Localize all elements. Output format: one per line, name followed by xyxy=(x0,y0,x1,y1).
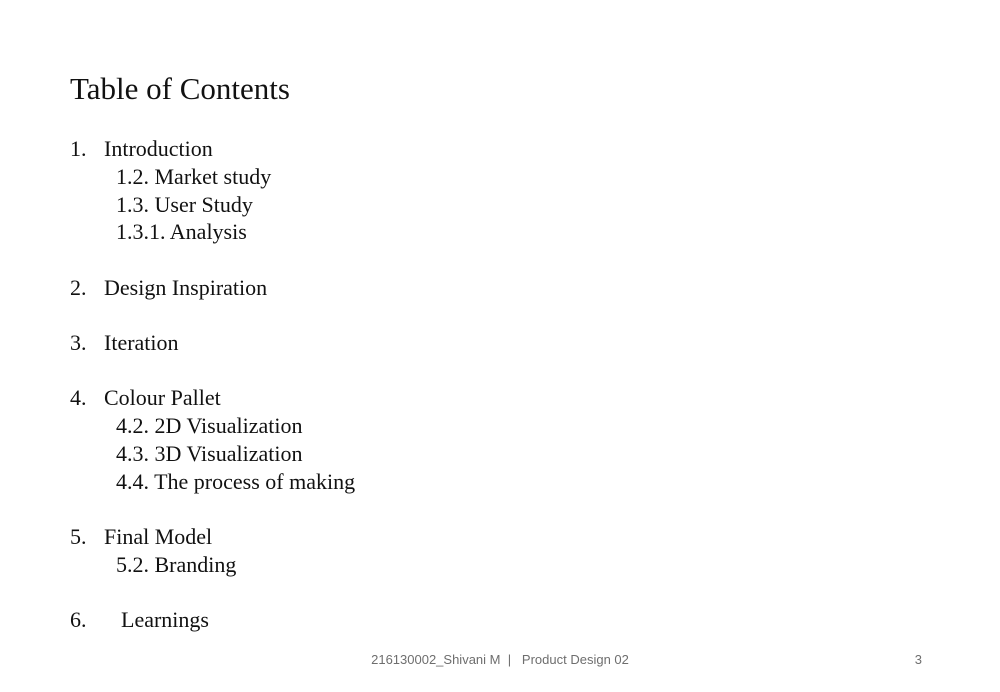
toc-item-label: Colour Pallet xyxy=(104,385,221,410)
footer-label: 216130002_Shivani M | Product Design 02 xyxy=(371,652,629,667)
toc-item-number: 6. xyxy=(70,607,87,632)
toc-subitem-analysis: 1.3.1. Analysis xyxy=(116,219,247,244)
toc-item-number: 5. xyxy=(70,524,87,549)
page-number: 3 xyxy=(914,652,922,667)
toc-item-learnings xyxy=(70,607,209,633)
toc-item-number: 2. xyxy=(70,275,87,300)
footer-text xyxy=(0,651,1000,669)
toc-item-iteration xyxy=(70,330,179,356)
toc-item-number: 4. xyxy=(70,385,87,410)
toc-item-label: Final Model xyxy=(104,524,213,549)
toc-item-introduction xyxy=(70,136,213,162)
toc-item-number: 1. xyxy=(70,136,87,161)
toc-subitem-3d-visualization: 4.3. 3D Visualization xyxy=(116,441,303,466)
table-of-contents xyxy=(70,0,670,692)
toc-subitem-user-study: 1.3. User Study xyxy=(116,192,253,217)
toc-subitem-market-study: 1.2. Market study xyxy=(116,164,272,189)
toc-item-label: Learnings xyxy=(121,607,209,632)
toc-subitem-branding: 5.2. Branding xyxy=(116,552,237,577)
toc-item-final-model xyxy=(70,524,212,550)
toc-item-label: Introduction xyxy=(104,136,213,161)
toc-subitem-2d-visualization: 4.2. 2D Visualization xyxy=(116,413,303,438)
page-title: Table of Contents xyxy=(70,71,290,106)
toc-item-design-inspiration xyxy=(70,275,267,301)
toc-item-colour-pallet xyxy=(70,385,221,411)
toc-item-label: Design Inspiration xyxy=(104,275,268,300)
toc-item-label: Iteration xyxy=(104,330,179,355)
toc-subitem-process-of-making: 4.4. The process of making xyxy=(116,469,356,494)
toc-item-number: 3. xyxy=(70,330,87,355)
